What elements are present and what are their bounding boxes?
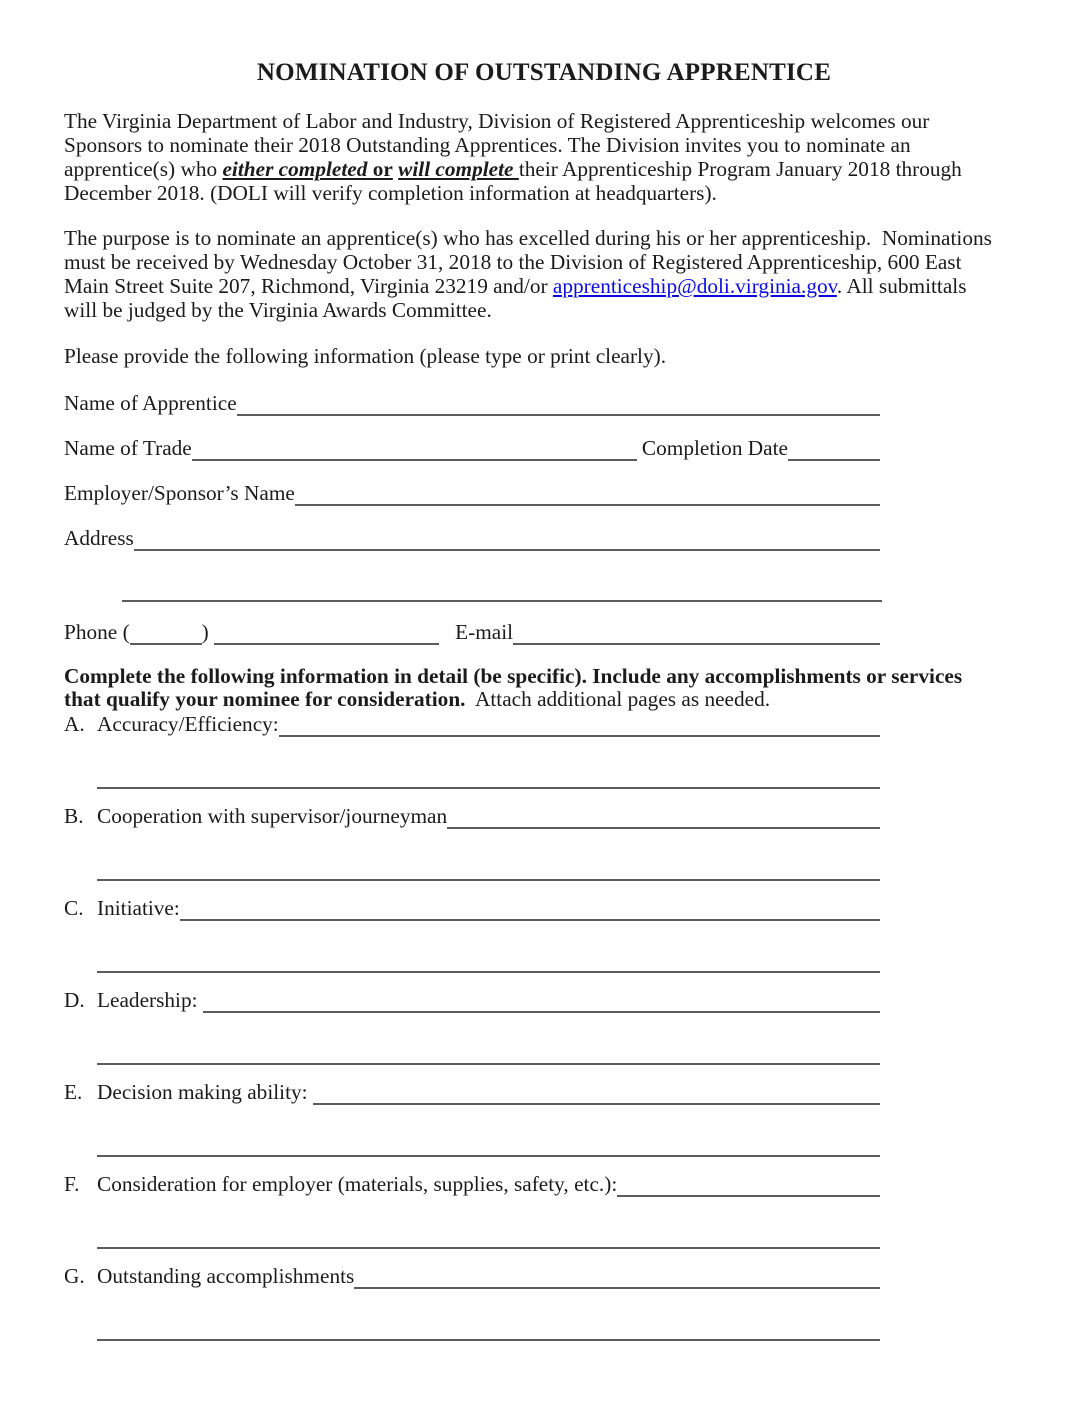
item-blank-line[interactable] — [279, 711, 880, 737]
purpose-text-pre: The purpose is to nominate an apprentice(s) who has excelled during his or her apprenticeship. Nominations must be received by Wednesday October 31, 2018 to the Division of Registered Apprenticeship, 600 East Main Street Suite 207, Richmond, Virginia 23219 and/or — [64, 226, 992, 298]
item-continuation-blank-line[interactable] — [97, 1129, 880, 1157]
intro-text-post: their Apprenticeship Program January 2018 through December 2018. (DOLI will verify completion information at headquarters). — [64, 157, 962, 205]
item-row — [64, 803, 880, 829]
item-row — [64, 1171, 880, 1197]
detail-instructions-bold: Complete the following information in detail (be specific). Include any accomplishments or services that qualify your nominee for consideration. — [64, 664, 963, 711]
item-outstanding-accomplishments — [64, 1263, 1024, 1341]
emphasis-will-complete: will complete — [398, 157, 519, 181]
item-initiative — [64, 895, 1024, 973]
detail-instructions — [64, 665, 996, 711]
item-row — [64, 1263, 880, 1289]
employer-sponsor-name-blank-line[interactable] — [295, 480, 880, 506]
field-row-apprentice — [64, 390, 880, 416]
email-blank-line[interactable] — [513, 619, 880, 645]
email-link[interactable]: apprenticeship@doli.virginia.gov — [552, 274, 837, 298]
item-blank-line[interactable] — [447, 803, 880, 829]
item-label: Leadership: — [97, 988, 203, 1012]
emphasis-either-completed-or — [222, 157, 392, 181]
item-letter: D. — [64, 988, 85, 1012]
emphasis-or: or — [367, 157, 393, 181]
email-label: E-mail — [455, 620, 514, 644]
item-label: Consideration for employer (materials, supplies, safety, etc.): — [97, 1172, 618, 1196]
item-blank-line[interactable] — [617, 1171, 880, 1197]
employer-sponsor-name-label: Employer/Sponsor’s Name — [64, 481, 295, 505]
intro-text-pre: The Virginia Department of Labor and Industry, Division of Registered Apprenticeship welcomes our Sponsors to nominate their 2018 Outstanding Apprentices. The Division invites you to nominate an apprentice(s) who — [64, 109, 930, 181]
completion-date-blank-line[interactable] — [788, 435, 880, 461]
phone-email-gap — [439, 619, 455, 645]
completion-date-label: Completion Date — [636, 436, 788, 460]
field-row-phone-email — [64, 619, 880, 645]
item-cooperation — [64, 803, 1024, 881]
item-letter: F. — [64, 1172, 80, 1196]
phone-close-paren: ) — [201, 620, 215, 644]
item-letter: B. — [64, 804, 84, 828]
item-row — [64, 711, 880, 737]
address-blank-line[interactable] — [134, 525, 880, 551]
item-continuation-blank-line[interactable] — [97, 945, 880, 973]
item-row — [64, 1079, 880, 1105]
item-continuation-blank-line[interactable] — [97, 853, 880, 881]
address-label: Address — [64, 526, 134, 550]
item-blank-line[interactable] — [203, 987, 880, 1013]
item-continuation-blank-line[interactable] — [97, 1313, 880, 1341]
item-decision-making — [64, 1079, 1024, 1157]
page-title: NOMINATION OF OUTSTANDING APPRENTICE — [256, 59, 832, 86]
intro-paragraph — [64, 109, 996, 205]
item-blank-line[interactable] — [313, 1079, 880, 1105]
field-row-trade — [64, 435, 880, 461]
trade-name-label: Name of Trade — [64, 436, 192, 460]
item-leadership — [64, 987, 1024, 1065]
item-accuracy — [64, 711, 1024, 789]
item-blank-line[interactable] — [180, 895, 880, 921]
item-letter: A. — [64, 712, 85, 736]
purpose-paragraph — [64, 226, 996, 322]
item-continuation-blank-line[interactable] — [97, 1037, 880, 1065]
item-consideration — [64, 1171, 1024, 1249]
item-label: Cooperation with supervisor/journeyman — [97, 804, 448, 828]
phone-area-code-blank-line[interactable] — [130, 619, 202, 645]
item-label: Outstanding accomplishments — [97, 1264, 355, 1288]
item-row — [64, 987, 880, 1013]
purpose-text-post: . All submittals will be judged by the Virginia Awards Committee. — [64, 274, 967, 322]
item-continuation-blank-line[interactable] — [97, 1221, 880, 1249]
phone-number-blank-line[interactable] — [214, 619, 439, 645]
apprentice-name-label: Name of Apprentice — [64, 391, 237, 415]
provide-instruction: Please provide the following information (please type or print clearly). — [64, 344, 667, 368]
item-label: Decision making ability: — [97, 1080, 313, 1104]
item-letter: E. — [64, 1080, 83, 1104]
item-blank-line[interactable] — [354, 1263, 880, 1289]
detail-instructions-normal: Attach additional pages as needed. — [465, 687, 771, 711]
item-continuation-blank-line[interactable] — [97, 761, 880, 789]
emphasis-will-complete-wrap — [398, 157, 519, 181]
emphasis-either-completed: either completed — [222, 157, 368, 181]
item-letter: C. — [64, 896, 84, 920]
item-label: Accuracy/Efficiency: — [97, 712, 279, 736]
field-row-employer — [64, 480, 880, 506]
trade-name-blank-line[interactable] — [192, 435, 637, 461]
address-continuation-blank-line[interactable] — [122, 574, 882, 602]
phone-label: Phone ( — [64, 620, 130, 644]
item-label: Initiative: — [97, 896, 180, 920]
item-row — [64, 895, 880, 921]
apprentice-name-blank-line[interactable] — [237, 390, 880, 416]
item-letter: G. — [64, 1264, 85, 1288]
field-row-address — [64, 525, 880, 551]
